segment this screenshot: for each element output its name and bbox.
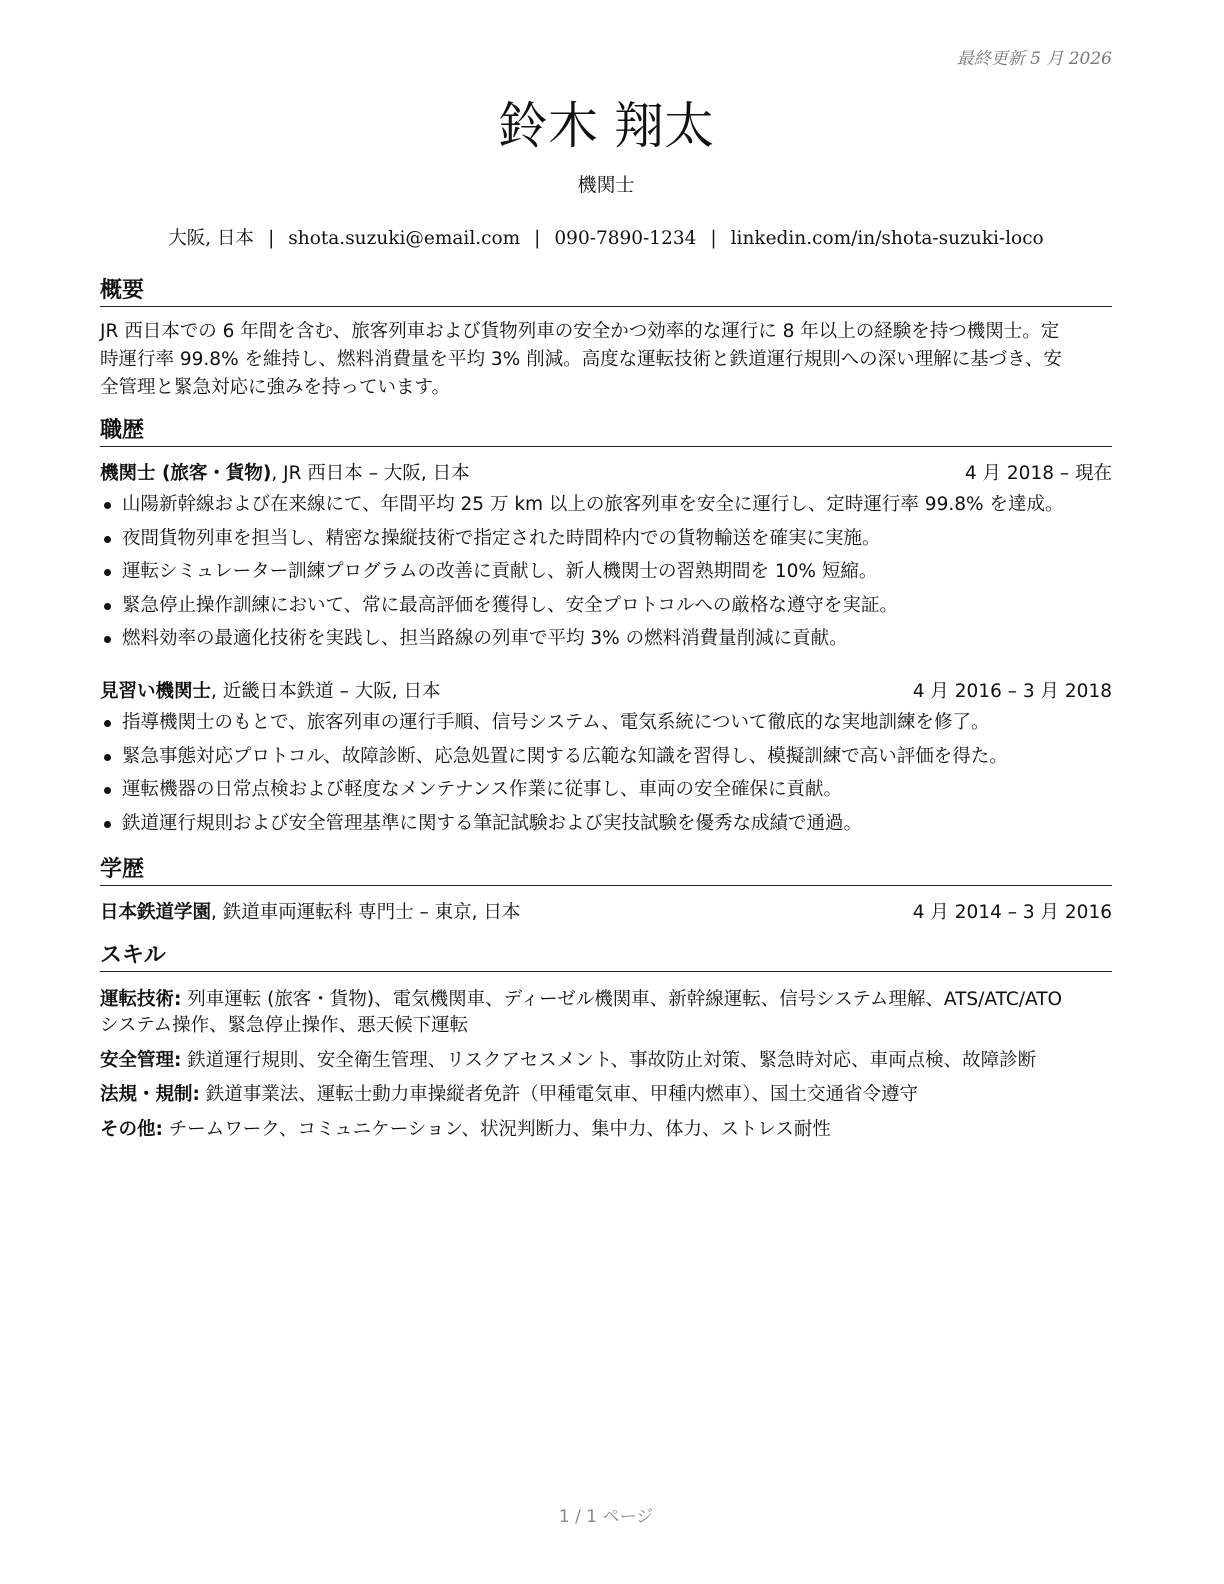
- summary-line: 全管理と緊急対応に強みを持っています。: [100, 377, 451, 398]
- skill-label: 安全管理:: [100, 1050, 182, 1071]
- contact-linkedin[interactable]: linkedin.com/in/shota-suzuki-loco: [730, 228, 1044, 249]
- job-org: , 近畿日本鉄道 – 大阪, 日本: [211, 681, 441, 702]
- job-title: 機関士: [577, 174, 635, 196]
- job-role: 機関士 (旅客・貨物): [100, 463, 272, 484]
- summary-line: JR 西日本での 6 年間を含む、旅客列車および貨物列車の安全かつ効率的な運行に 8 年以上の経験を持つ機関士。定: [100, 321, 1060, 342]
- skill-text: 鉄道運行規則、安全衛生管理、リスクアセスメント、事故防止対策、緊急時対応、車両点検、故障診断: [181, 1050, 1037, 1071]
- job-header: [100, 679, 1112, 705]
- summary-heading: 概要: [100, 278, 1112, 307]
- skill-text: システム操作、緊急停止操作、悪天候下運転: [100, 1015, 469, 1036]
- contact-line: [100, 224, 1112, 250]
- person-name: 鈴木 翔太: [498, 97, 714, 155]
- page-number: 1 / 1 ページ: [558, 1507, 654, 1527]
- skill-label: 運転技術:: [100, 989, 182, 1010]
- education-entry: [100, 900, 1112, 926]
- bullet-item: 鉄道運行規則および安全管理基準に関する筆記試験および実技試験を優秀な成績で通過。: [100, 811, 1112, 845]
- skills-heading: スキル: [100, 943, 1112, 972]
- bullet-item: 夜間貨物列車を担当し、精密な操縦技術で指定された時間枠内での貨物輸送を確実に実施。: [100, 526, 1112, 560]
- job-org: , JR 西日本 – 大阪, 日本: [271, 463, 470, 484]
- skill-text: 列車運転 (旅客・貨物)、電気機関車、ディーゼル機関車、新幹線運転、信号システム理解、ATS/ATC/ATO: [181, 989, 1063, 1010]
- school-detail: , 鉄道車両運転科 専門士 – 東京, 日本: [211, 902, 521, 923]
- summary-text: [100, 318, 1112, 402]
- skill-row: [100, 987, 1112, 1039]
- education-heading: 学歴: [100, 857, 1112, 886]
- contact-phone: 090-7890-1234: [554, 228, 697, 249]
- job-dates: 4 月 2016 – 3 月 2018: [912, 681, 1112, 702]
- job-dates: 4 月 2018 – 現在: [964, 463, 1112, 484]
- job-bullets: [100, 710, 1112, 844]
- contact-email[interactable]: shota.suzuki@email.com: [288, 228, 521, 249]
- bullet-item: 緊急停止操作訓練において、常に最高評価を獲得し、安全プロトコルへの厳格な遵守を実証。: [100, 593, 1112, 627]
- education-dates: 4 月 2014 – 3 月 2016: [912, 902, 1112, 923]
- last-updated: 最終更新 5 月 2026: [956, 49, 1112, 69]
- separator: |: [710, 228, 717, 249]
- bullet-item: 燃料効率の最適化技術を実践し、担当路線の列車で平均 3% の燃料消費量削減に貢献。: [100, 626, 1112, 660]
- skill-label: その他:: [100, 1119, 163, 1140]
- bullet-item: 緊急事態対応プロトコル、故障診断、応急処置に関する広範な知識を習得し、模擬訓練で高い評価を得た。: [100, 744, 1112, 778]
- skill-label: 法規・規制:: [100, 1084, 200, 1105]
- skill-row: [100, 1082, 1112, 1108]
- separator: |: [268, 228, 275, 249]
- contact-location: 大阪, 日本: [168, 228, 255, 249]
- bullet-item: 指導機関士のもとで、旅客列車の運行手順、信号システム、電気系統について徹底的な実地訓練を修了。: [100, 710, 1112, 744]
- skill-text: 鉄道事業法、運転士動力車操縦者免許（甲種電気車、甲種内燃車）、国土交通省令遵守: [199, 1084, 919, 1105]
- bullet-item: 運転機器の日常点検および軽度なメンテナンス作業に従事し、車両の安全確保に貢献。: [100, 777, 1112, 811]
- separator: |: [534, 228, 541, 249]
- skill-text: チームワーク、コミュニケーション、状況判断力、集中力、体力、ストレス耐性: [162, 1119, 831, 1140]
- resume-page: [100, 0, 1112, 1584]
- bullet-item: 運転シミュレーター訓練プログラムの改善に貢献し、新人機関士の習熟期間を 10% 短縮。: [100, 559, 1112, 593]
- job-bullets: [100, 492, 1112, 660]
- job-role: 見習い機関士: [100, 681, 212, 702]
- skill-row: [100, 1048, 1112, 1074]
- school-name: 日本鉄道学園: [100, 902, 212, 923]
- skill-row: [100, 1117, 1112, 1143]
- experience-heading: 職歴: [100, 418, 1112, 447]
- job-header: [100, 461, 1112, 487]
- bullet-item: 山陽新幹線および在来線にて、年間平均 25 万 km 以上の旅客列車を安全に運行し、定時運行率 99.8% を達成。: [100, 492, 1112, 526]
- summary-line: 時運行率 99.8% を維持し、燃料消費量を平均 3% 削減。高度な運転技術と鉄道運行規則への深い理解に基づき、安: [100, 349, 1062, 370]
